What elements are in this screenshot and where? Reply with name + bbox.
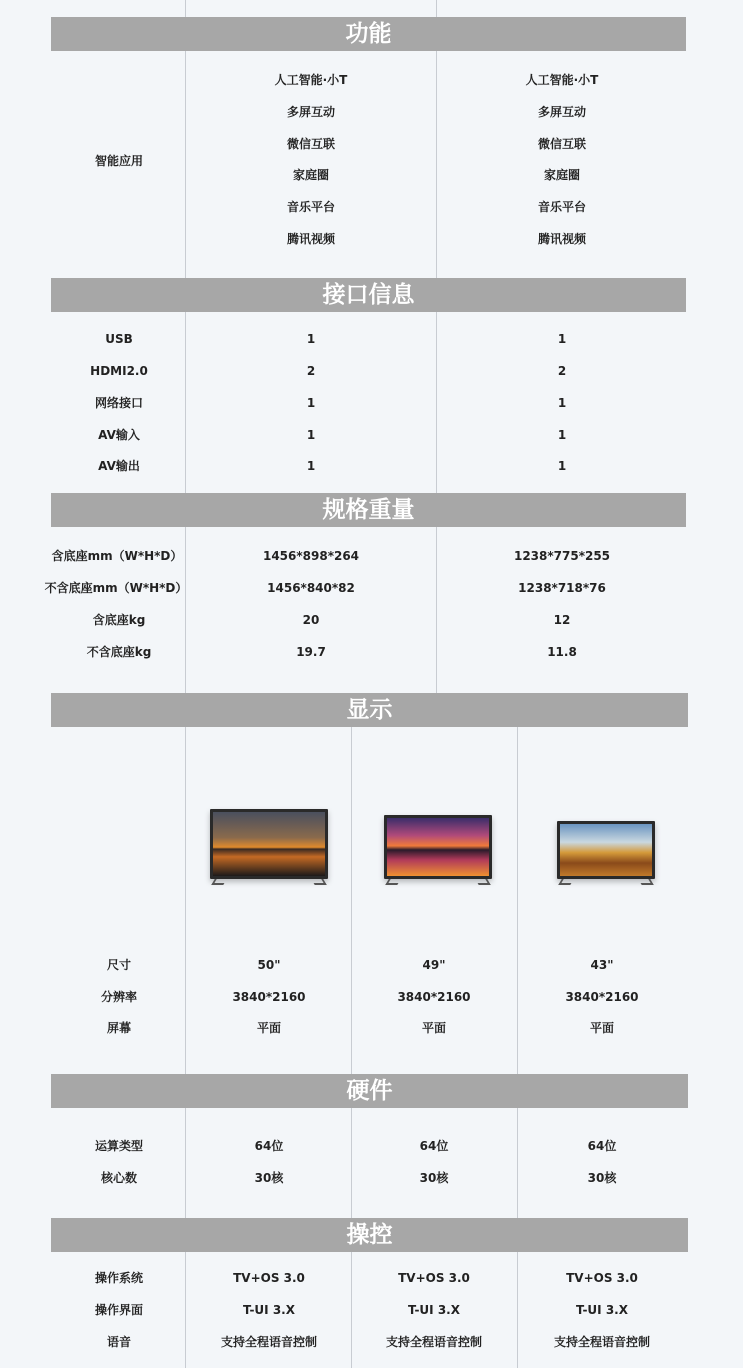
row-label: 核心数: [100, 1171, 138, 1185]
table-cell: 49": [422, 958, 446, 972]
table-cell: 1: [557, 428, 567, 442]
list-item: 腾讯视频: [286, 232, 336, 246]
row-label: HDMI2.0: [90, 364, 148, 378]
table-cell: 1238*718*76: [518, 581, 606, 595]
table-cell: 支持全程语音控制: [220, 1335, 318, 1349]
divider: [436, 0, 437, 17]
table-cell: 64位: [254, 1139, 284, 1153]
table-cell: 1456*898*264: [262, 549, 360, 563]
list-item: 多屏互动: [537, 105, 587, 119]
section-header-spec-weight: 规格重量: [51, 493, 686, 527]
table-cell: 2: [306, 364, 316, 378]
table-cell: TV+OS 3.0: [233, 1271, 305, 1285]
row-label: 网络接口: [94, 396, 144, 410]
row-label: 语音: [106, 1335, 132, 1349]
table-cell: 20: [302, 613, 320, 627]
row-label: AV输出: [98, 459, 140, 473]
table-cell: 支持全程语音控制: [553, 1335, 651, 1349]
divider: [185, 51, 186, 278]
row-label: 不含底座mm（W*H*D）: [44, 581, 188, 595]
table-cell: 3840*2160: [565, 990, 639, 1004]
table-cell: 64位: [587, 1139, 617, 1153]
table-cell: T-UI 3.X: [408, 1303, 460, 1317]
table-cell: 1: [557, 459, 567, 473]
table-cell: 平面: [421, 1021, 447, 1035]
table-cell: 19.7: [296, 645, 326, 659]
row-label: 屏幕: [106, 1021, 132, 1035]
table-cell: T-UI 3.X: [243, 1303, 295, 1317]
row-label: 运算类型: [94, 1139, 144, 1153]
divider: [351, 1252, 352, 1368]
list-item: 人工智能·小T: [274, 73, 348, 87]
divider: [185, 727, 186, 1074]
list-item: 家庭圈: [292, 168, 330, 182]
table-cell: TV+OS 3.0: [566, 1271, 638, 1285]
divider: [185, 1252, 186, 1368]
table-cell: 1238*775*255: [513, 549, 611, 563]
row-label: 不含底座kg: [86, 645, 152, 659]
section-header-control: 操控: [51, 1218, 688, 1252]
divider: [185, 312, 186, 493]
tv-image-43: [557, 821, 655, 884]
divider: [185, 1108, 186, 1218]
table-cell: 64位: [419, 1139, 449, 1153]
tv-image-49: [384, 815, 492, 884]
list-item: 微信互联: [286, 137, 336, 151]
row-label: USB: [105, 332, 133, 346]
table-cell: 3840*2160: [232, 990, 306, 1004]
divider: [517, 1108, 518, 1218]
table-cell: 1456*840*82: [267, 581, 355, 595]
table-cell: 30核: [254, 1171, 284, 1185]
list-item: 音乐平台: [286, 200, 336, 214]
row-label: 分辨率: [100, 990, 138, 1004]
table-cell: 2: [557, 364, 567, 378]
list-item: 家庭圈: [543, 168, 581, 182]
divider: [185, 527, 186, 693]
section-header-display: 显示: [51, 693, 688, 727]
row-label: 含底座mm（W*H*D）: [51, 549, 183, 563]
table-cell: 50": [257, 958, 281, 972]
table-cell: 1: [306, 459, 316, 473]
table-cell: 1: [306, 428, 316, 442]
divider: [351, 727, 352, 1074]
divider: [436, 527, 437, 693]
row-label: 智能应用: [94, 154, 144, 168]
section-header-function: 功能: [51, 17, 686, 51]
tv-image-50: [210, 809, 328, 884]
table-cell: 43": [590, 958, 614, 972]
list-item: 音乐平台: [537, 200, 587, 214]
table-cell: 3840*2160: [397, 990, 471, 1004]
table-cell: TV+OS 3.0: [398, 1271, 470, 1285]
divider: [185, 0, 186, 17]
section-header-interface: 接口信息: [51, 278, 686, 312]
row-label: 含底座kg: [92, 613, 146, 627]
row-label: 操作界面: [94, 1303, 144, 1317]
table-cell: 30核: [587, 1171, 617, 1185]
list-item: 微信互联: [537, 137, 587, 151]
row-label: 尺寸: [106, 958, 132, 972]
divider: [351, 1108, 352, 1218]
table-cell: 1: [557, 332, 567, 346]
table-cell: 12: [553, 613, 571, 627]
table-cell: 1: [557, 396, 567, 410]
row-label: 操作系统: [94, 1271, 144, 1285]
table-cell: 平面: [589, 1021, 615, 1035]
divider: [436, 312, 437, 493]
table-cell: T-UI 3.X: [576, 1303, 628, 1317]
divider: [436, 51, 437, 278]
divider: [517, 727, 518, 1074]
table-cell: 支持全程语音控制: [385, 1335, 483, 1349]
table-cell: 平面: [256, 1021, 282, 1035]
table-cell: 11.8: [547, 645, 577, 659]
table-cell: 1: [306, 332, 316, 346]
table-cell: 30核: [419, 1171, 449, 1185]
row-label: AV输入: [98, 428, 140, 442]
section-header-hardware: 硬件: [51, 1074, 688, 1108]
divider: [517, 1252, 518, 1368]
table-cell: 1: [306, 396, 316, 410]
list-item: 多屏互动: [286, 105, 336, 119]
list-item: 人工智能·小T: [525, 73, 599, 87]
list-item: 腾讯视频: [537, 232, 587, 246]
